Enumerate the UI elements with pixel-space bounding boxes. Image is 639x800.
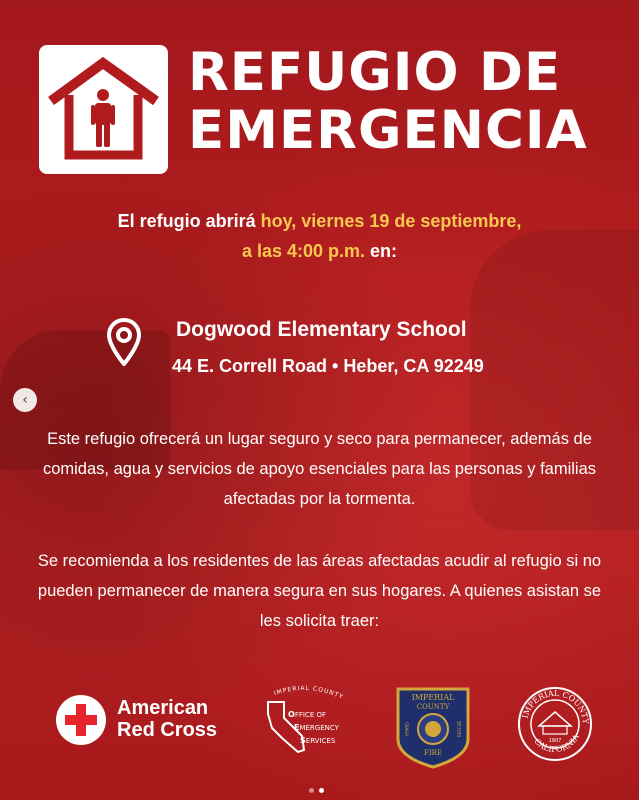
fire-bottom-text: FIRE	[423, 749, 443, 757]
page-title	[188, 44, 618, 160]
red-cross-logo	[55, 694, 107, 746]
oes-line-2: MERGENCY	[299, 724, 339, 732]
oes-line-1: FFICE OF	[294, 711, 327, 719]
red-cross-line-2: Red Cross	[117, 719, 218, 741]
carousel-prev-button[interactable]	[13, 388, 37, 412]
opening-suffix: en:	[365, 241, 398, 261]
seal-year: 1907	[548, 738, 562, 744]
opening-line-2	[0, 236, 639, 266]
seal-top-text: IMPERIAL COUNTY	[520, 688, 591, 725]
fire-top-text: IMPERIAL	[411, 693, 455, 702]
shelter-person-icon	[39, 45, 168, 174]
shelter-recommendation: Se recomienda a los residentes de las áreas afectadas acudir al refugio si no pueden permanecer de manera segura en sus hogares. A quienes asistan se les solicita traer:	[37, 552, 602, 630]
school-address: 44 E. Correll Road • Heber, CA 92249	[172, 356, 484, 376]
fire-mid-text: COUNTY	[416, 703, 450, 711]
fire-department-badge	[392, 683, 474, 769]
carousel-dot-1[interactable]	[309, 788, 314, 793]
red-cross-wordmark	[117, 697, 217, 741]
svg-text:EMERGENCY: EMERGENCY	[294, 723, 339, 732]
map-pin-icon	[107, 318, 141, 366]
carousel-dots	[309, 778, 329, 797]
seal-bottom-text: CALIFORNIA	[532, 732, 581, 755]
chevron-left-icon: ‹	[22, 392, 28, 408]
county-seal	[517, 686, 593, 762]
opening-date: hoy, viernes 19 de septiembre,	[260, 211, 522, 231]
oes-line-3: ERVICES	[305, 737, 336, 745]
oes-arc-text: IMPERIAL COUNTY	[273, 684, 345, 702]
opening-announcement	[0, 206, 639, 266]
title-line-2: EMERGENCIA	[188, 100, 588, 161]
svg-text:IMPERIAL COUNTY	[273, 685, 345, 701]
title-line-1: REFUGIO DE	[188, 42, 562, 103]
carousel-dot-2[interactable]	[319, 788, 324, 793]
opening-prefix: El refugio abrirá	[117, 211, 261, 231]
opening-line-1	[0, 206, 639, 236]
svg-text:OFFICE OF: OFFICE OF	[288, 710, 327, 719]
fire-left-text: CRASH	[404, 722, 409, 736]
svg-text:SERVICES: SERVICES	[300, 736, 336, 745]
oes-logo	[254, 684, 354, 764]
school-name: Dogwood Elementary School	[176, 318, 467, 341]
fire-right-text: RESCUE	[457, 720, 462, 738]
shelter-icon-box	[39, 45, 168, 174]
opening-time: a las 4:00 p.m.	[241, 241, 366, 261]
shelter-description: Este refugio ofrecerá un lugar seguro y seco para permanecer, además de comidas, agua y servicios de apoyo esenciales para las personas y familias afectadas por la tormenta.	[42, 430, 597, 508]
red-cross-line-1: American	[117, 697, 209, 719]
